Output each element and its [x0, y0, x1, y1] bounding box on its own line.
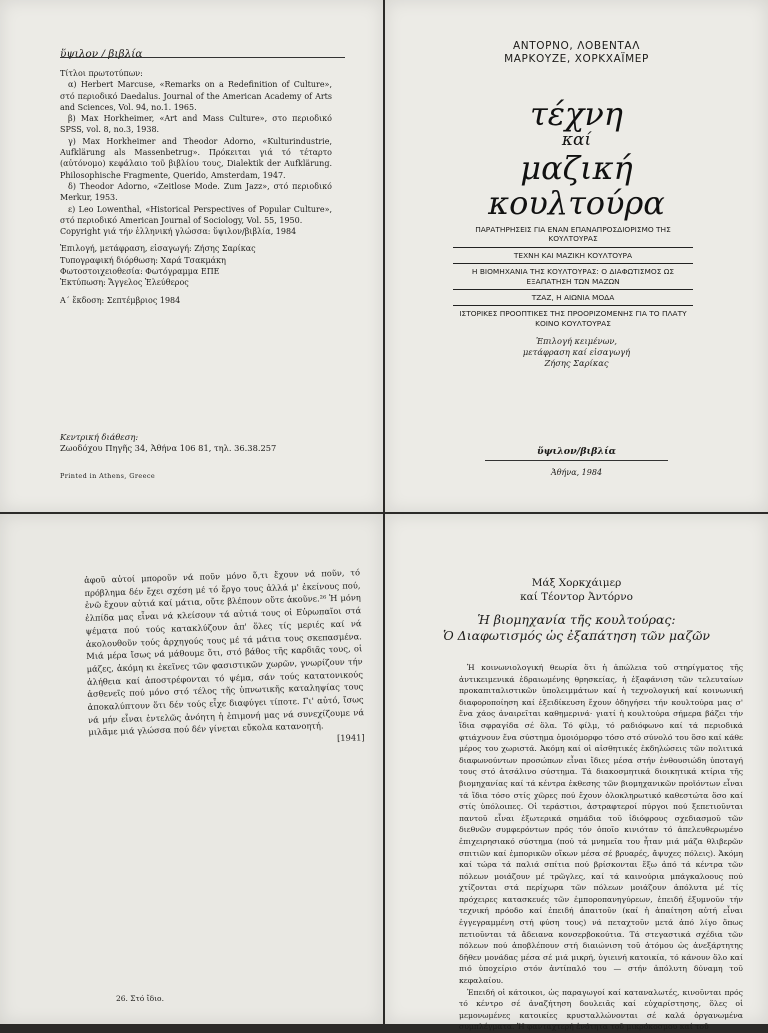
- essay-paragraph: Ἐπειδή οἱ κάτοικοι, ὡς παραγωγοί καί καταναλωτές, κινοῦνται πρός τό κέντρο σέ ἀναζήτηση δουλειᾶς καί εὐχαρίστησης, ὅλες οἱ μεμονωμένες κατοικίες κρυσταλλώνονται σέ καλά ὀργανωμένα συμπλέγματα. Ἡ φανταχτερή ἑνότητα τοῦ μικρόκοσμου καί τοῦ: [459, 987, 743, 1032]
- book-title-word-3: μαζική: [520, 149, 633, 187]
- contents-item: ΠΑΡΑΤΗΡΗΣΕΙΣ ΓΙΑ ΕΝΑΝ ΕΠΑΝΑΠΡΟΣΔΙΟΡΙΣΜΟ ΤΗΣ ΚΟΥΛΤΟΥΡΑΣ: [453, 222, 693, 248]
- title-credits: [385, 336, 768, 369]
- essay-author-line-1: Μάξ Χορκχάιμερ: [531, 577, 622, 589]
- essay-title: [385, 612, 768, 644]
- title-credits-line-3: Ζήσης Σαρίκας: [544, 358, 609, 368]
- footnote: 26. Στό ἴδιο.: [116, 994, 164, 1003]
- essay-title-line-1: Ἡ βιομηχανία τῆς κουλτούρας:: [477, 612, 676, 627]
- publication-place: Ἀθήνα, 1984: [550, 468, 603, 477]
- essay-authors: [385, 576, 768, 604]
- page-essay-start: [385, 514, 768, 1032]
- essay-paragraph: Ἡ κοινωνιολογική θεωρία ὅτι ἡ ἀπώλεια τοῦ στηρίγματος τῆς ἀντικειμενικά ἑδραιωμένης θρησκείας, ἡ ἐξαφάνιση τῶν τελευταίων προκαπιταλιστικῶν ὑπολειμμάτων καί ἡ τεχνολογική καί κοινωνική διαφοροποίηση καί ἐξειδίκευση ἔχουν ὁδηγήσει τήν κουλτούρα μας σ' ἕνα χάος ἀναιρεῖται καθημερινά· γιατί ἡ κουλτούρα σήμερα βάζει τήν ἴδια σφραγίδα σέ ὅλα. Τό φίλμ, τό ραδιόφωνο καί τά περιοδικά φτιάχνουν ἕνα σύστημα ὁμοιόμορφο τόσο στό σύνολό του ὅσο καί κάθε μέρος του χωριστά. Ἀκόμη καί οἱ αἰσθητικές ἐκδηλώσεις τῶν πολιτικά διαφωνούντων προσώπων εἶναι ἴδιες μέσα στήν ἐνθουσιώδη ὑποταγή τους στό ἀτσάλινο σύστημα. Τά διακοσμητικά διοικητικά κτίρια τῆς βιομηχανίας καί τά κέντρα ἐκθεσης τῶν βιομηχανικῶν προϊόντων εἶναι τά ἴδια τόσο στίς χῶρες πού ἔχουν ὁλοκληρωτικό καθεστώτα ὅσο καί στίς ὑπόλοιπες. Οἱ τεράστιοι, ἀστραφτεροί πύργοι πού ξεπετιοῦνται παντοῦ εἶναι ἐξωτερικά σημάδια τοῦ ἰδιόφρους σχεδιασμοῦ τῶν διεθνῶν συμφερόντων πρός τόν ὁποῖο κινιόταν τό ἀπελευθερωμένο ἐπιχειρησιακό σύστημα (πού τά μνημεῖα του ἦταν μιά μάζα θλιβερῶν σπιτιῶν καί ἐμπορικῶν οἴκων μέσα σέ βρυαρές, ἄψυχες πόλεις). Ἀκόμη καί τώρα τά παλιά σπίτια πού βρίσκονται ἔξω ἀπό τά κέντρα τῶν πόλεων μοιάζουν μέ τρῶγλες, καί τά καινούρια μπάγκαλοους πού χτίζονται στά περίχωρα τῶν πόλεων μοιάζουν ἀπόλυτα μέ τίς πρόχειρες κατασκευές τῶν ἐμποροπανηγύρεων, ἐπειδή ἐξυμνοῦν τήν τεχνική πρόοδο καί ἐπειδή ἀπαιτοῦν (καί ἡ ἀπαίτηση αὐτή εἶναι ἐγγεγραμμένη στή φύση τους) νά πεταχτοῦν μετά ἀπό λίγο ὅπως πετιοῦνται τά ἄδειανα κονσερβοκούτια. Τά στεγαστικά σχέδια τῶν πόλεων πού ἀποβλέπουν στή διαιώνιση τοῦ ἀτόμου ὡς ἀνεξάρτητης δῆθεν μονάδας μέσα σέ μιά μικρή, ὑγιεινή κατοικία, τό κάνουν ὅλο καί πιό ὑποχείριο στόν ἀντίπαλό του — στήν ἀπόλυτη δύναμη τοῦ κεφαλαίου.: [459, 663, 743, 986]
- book-title: [385, 95, 768, 222]
- original-title-a: α) Herbert Marcuse, «Remarks on a Redefinition of Culture», στό περιοδικό Daedalus. Journal of the American Academy of Arts and Sciences, Vol. 94, no.1. 1965.: [60, 80, 332, 112]
- book-title-word-2: καί: [561, 130, 592, 150]
- distribution-address: Ζωοδόχου Πηγῆς 34, Ἀθήνα 106 81, τηλ. 36.38.257: [60, 443, 277, 453]
- credit-printing: Ἐκτύπωση: Ἄγγελος Ἐλεύθερος: [60, 278, 189, 288]
- copyright-line: Copyright γιά τήν ἑλληνική γλώσσα: ὕψιλον/βιβλία, 1984: [60, 227, 297, 237]
- publisher-rule: [485, 460, 668, 461]
- book-title-word-1: τέχνη: [530, 95, 623, 133]
- essay-end-paragraph: ἀφοῦ αὐτοί μποροῦν νά ποῦν μόνο ὅ,τι ἔχουν νά ποῦν, τό πρόβλημα δέν ἔχει σχέση μέ τό ἔργο τους ἀλλά μ' ἐκείνους πού, ἐνῶ ἔχουν αὐτιά καί μάτια, οὔτε βλέπουν οὔτε ἀκοῦνε.²⁶ Ἡ μόνη ἐλπίδα μας εἶναι νά κλείσουν τά αὐτιά τους οἱ Εὐρωπαῖοι στά ψέματα πού τούς κατακλύζουν ἀπ' ὅλες τίς μεριές καί νά ἀκολουθοῦν τούς ἀρχηγούς τους μέ τά μάτια τους σκεπασμένα. Μιά μέρα ἴσως νά μάθουμε ὅτι, στό βάθος τῆς καρδιᾶς τους, οἱ μάζες, ἀκόμη κι ἐκεῖνες τῶν φασιστικῶν χωρῶν, γνωρίζουν τήν ἀλήθεια καί ἀποστρέφονται τό ψέμα, σάν τούς κατατονικούς ἀσθενεῖς πού μόνο στό τέλος τῆς ὑπνωτικῆς καταληψίας τους ἀποκαλύπτουν ὅτι δέν τούς εἶχε διαφύγει τίποτε. Γι' αὐτό, ἴσως νά μήν εἶναι ἐντελῶς ἀνόητη ἡ ἐπιμονή μας νά συνεχίζουμε νά μιλᾶμε μιά γλώσσα πού δέν γίνεται εὔκολα κατανοητή.: [84, 567, 365, 738]
- authors: [385, 40, 768, 66]
- contents-item: ΙΣΤΟΡΙΚΕΣ ΠΡΟΟΠΤΙΚΕΣ ΤΗΣ ΠΡΟΟΡΙΖΟΜΕΝΗΣ ΓΙΑ ΤΟ ΠΛΑΤΥ ΚΟΙΝΟ ΚΟΥΛΤΟΥΡΑΣ: [459, 309, 687, 328]
- authors-line-1: ΑΝΤΟΡΝΟ, ΛΟΒΕΝΤΑΛ: [513, 40, 640, 52]
- original-titles-intro: Τίτλοι πρωτοτύπων:: [60, 69, 143, 78]
- essay-title-line-2: Ὁ Διαφωτισμός ὡς ἐξαπάτηση τῶν μαζῶν: [442, 628, 711, 643]
- contents-item: ΤΖΑΖ, Η ΑΙΩΝΙΑ ΜΟΔΑ: [453, 290, 693, 306]
- page-title: [385, 0, 768, 512]
- edition-line: Α΄ ἔκδοση: Σεπτέμβριος 1984: [60, 295, 181, 305]
- contents-item: Η ΒΙΟΜΗΧΑΝΙΑ ΤΗΣ ΚΟΥΛΤΟΥΡΑΣ: Ο ΔΙΑΦΩΤΙΣΜΟΣ ΩΣ ΕΞΑΠΑΤΗΣΗ ΤΩΝ ΜΑΖΩΝ: [453, 264, 693, 290]
- contents-list: [453, 222, 693, 331]
- publisher-name: ὕψιλον/βιβλία: [537, 446, 616, 457]
- credit-selection: Ἐπιλογή, μετάφραση, εἰσαγωγή: Ζήσης Σαρίκας: [60, 244, 256, 254]
- publisher-header-text: ὕψιλον / βιβλία: [60, 48, 143, 60]
- page-colophon: [0, 0, 383, 512]
- header-rule: [60, 57, 345, 58]
- original-title-d: δ) Theodor Adorno, «Zeitlose Mode. Zum Jazz», στό περιοδικό Merkur, 1953.: [60, 181, 332, 203]
- book-title-word-4: κουλτούρα: [488, 184, 665, 222]
- essay-body: [459, 662, 743, 1033]
- distribution-label: Κεντρική διάθεση:: [60, 432, 139, 442]
- original-titles-block: [60, 68, 332, 306]
- title-credits-line-2: μετάφραση καί εἰσαγωγή: [522, 347, 631, 357]
- title-credits-line-1: Ἐπιλογή κειμένων,: [535, 336, 618, 346]
- authors-line-2: ΜΑΡΚΟΥΖΕ, ΧΟΡΚΧΑΪΜΕΡ: [504, 53, 649, 65]
- publisher-header: [60, 42, 345, 58]
- printed-in-line: Printed in Athens, Greece: [60, 472, 156, 480]
- essay-year: [1941]: [336, 732, 365, 744]
- page-essay-end: [0, 514, 383, 1024]
- essay-author-line-2: καί Τέοντορ Ἀντόρνο: [520, 591, 633, 603]
- credit-typesetting: Φωτοστοιχειοθεσία: Φωτόγραμμα ΕΠΕ: [60, 267, 220, 277]
- contents-item: ΤΕΧΝΗ ΚΑΙ ΜΑΖΙΚΗ ΚΟΥΛΤΟΥΡΑ: [453, 248, 693, 264]
- distribution-block: [60, 432, 340, 454]
- credit-proofreading: Τυπογραφική διόρθωση: Χαρά Τσακμάκη: [60, 255, 226, 265]
- original-title-b: β) Max Horkheimer, «Art and Mass Culture», στο περιοδικό SPSS, vol. 8, no.3, 1938.: [60, 114, 332, 135]
- original-title-e: ε) Leo Lowenthal, «Historical Perspectives of Popular Culture», στό περιοδικό American Journal of Sociology, Vol. 55, 1950.: [60, 204, 332, 225]
- essay-end-text: [84, 566, 365, 751]
- original-title-c: γ) Max Horkheimer and Theodor Adorno, «Kulturindustrie, Aufklärung als Massenbetrug». Πρόκειται γιά τό τέταρτο (αὐτόνομο) κεφάλαιο τοῦ βιβλίου τους, Dialektik der Aufklärung. Philosophische Fragmente, Querido, Amsterdam, 1947.: [60, 136, 332, 180]
